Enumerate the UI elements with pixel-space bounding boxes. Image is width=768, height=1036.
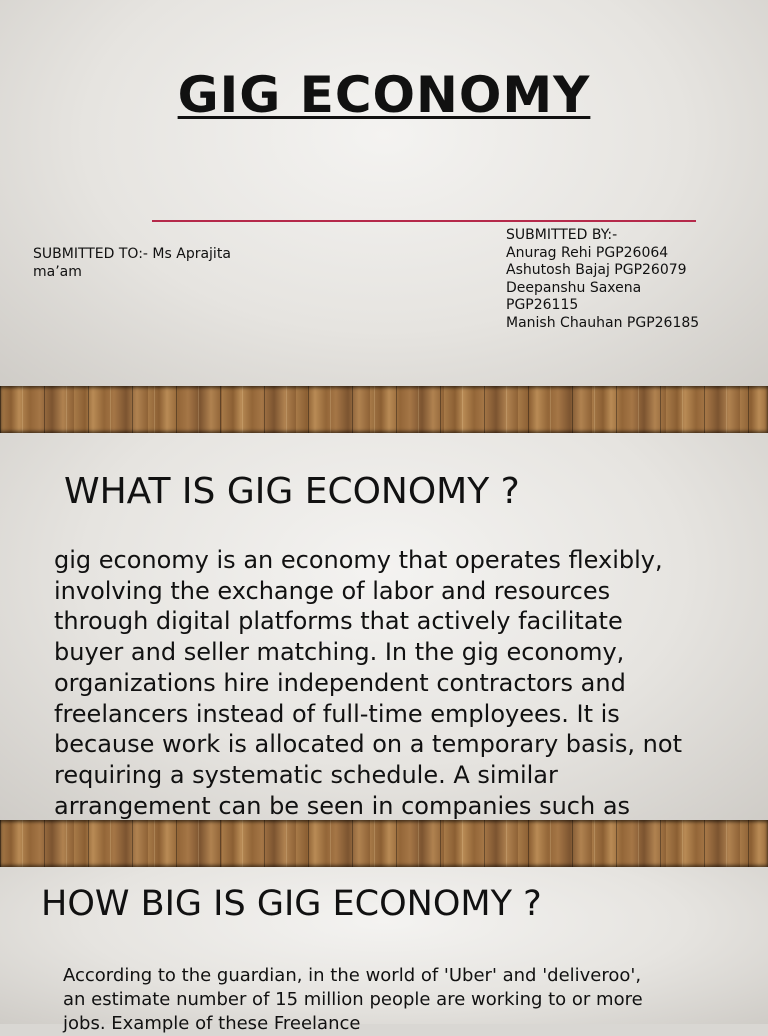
member-line: Manish Chauhan PGP26185 xyxy=(506,314,700,331)
submitted-to-text: SUBMITTED TO:- Ms Aprajita ma’am xyxy=(33,246,231,280)
slide-title xyxy=(0,0,768,386)
slide-definition xyxy=(0,433,768,820)
wood-floor-strip xyxy=(0,820,768,867)
accent-divider-line xyxy=(152,220,696,222)
definition-body-text: gig economy is an economy that operates flexibly, involving the exchange of labor and resources through digital platforms that actively facilitate buyer and seller matching. In the gig economy, organizations hire independent contractors and freelancers instead of full-time employees. It is because work is allocated on a temporary basis, not requiring a systematic schedule. A similar arrangement can be seen in companies such as xyxy=(54,546,682,820)
size-heading: HOW BIG IS GIG ECONOMY ? xyxy=(41,884,542,924)
slide-title-heading: GIG ECONOMY xyxy=(177,66,591,124)
submitted-by-label: SUBMITTED BY:- xyxy=(506,227,618,243)
submitted-by-block xyxy=(506,227,746,332)
member-line: PGP26115 xyxy=(506,297,579,313)
wood-floor-strip xyxy=(0,386,768,433)
definition-heading: WHAT IS GIG ECONOMY ? xyxy=(64,471,520,512)
member-line: Ashutosh Bajaj PGP26079 xyxy=(506,262,687,278)
slide-size xyxy=(0,867,768,1034)
size-body-text: According to the guardian, in the world of 'Uber' and 'deliveroo', an estimate number of 15 million people are working to or more jobs. Example of these Freelance xyxy=(63,965,643,1034)
member-line: Anurag Rehi PGP26064 xyxy=(506,244,669,261)
member-line: Deepanshu Saxena xyxy=(506,279,642,296)
